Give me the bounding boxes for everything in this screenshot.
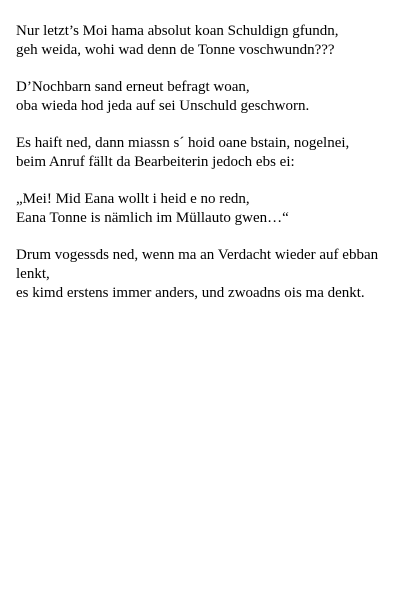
stanza-5 xyxy=(16,246,392,303)
stanza-1 xyxy=(16,22,392,60)
stanza-3 xyxy=(16,134,392,172)
poem-line: es kimd erstens immer anders, und zwoadns ois ma denkt. xyxy=(16,285,365,301)
poem-line: Eana Tonne is nämlich im Müllauto gwen…“ xyxy=(16,210,289,226)
poem-line: oba wieda hod jeda auf sei Unschuld geschworn. xyxy=(16,98,310,114)
poem-line: D’Nochbarn sand erneut befragt woan, xyxy=(16,79,250,95)
poem-line: geh weida, wohi wad denn de Tonne voschwundn??? xyxy=(16,42,335,58)
poem-line: Nur letzt’s Moi hama absolut koan Schuldign gfundn, xyxy=(16,23,339,39)
poem-line: „Mei! Mid Eana wollt i heid e no redn, xyxy=(16,191,250,207)
stanza-4 xyxy=(16,190,392,228)
poem-line: beim Anruf fällt da Bearbeiterin jedoch ebs ei: xyxy=(16,154,295,170)
poem-text xyxy=(16,22,392,321)
poem-line: Es haift ned, dann miassn s´ hoid oane bstain, nogelnei, xyxy=(16,135,350,151)
stanza-2 xyxy=(16,78,392,116)
poem-line: Drum vogessds ned, wenn ma an Verdacht wieder auf ebban lenkt, xyxy=(16,247,379,282)
